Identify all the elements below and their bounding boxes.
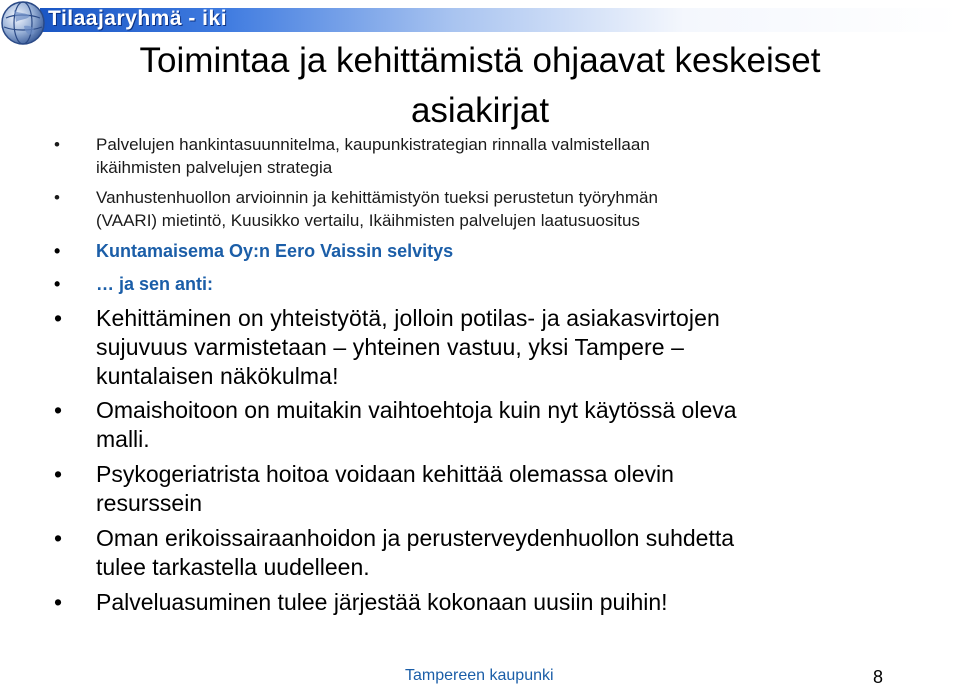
- bullet-line: Vanhustenhuollon arvioinnin ja kehittämistyön tueksi perustetun työryhmän: [96, 188, 658, 207]
- bullet-line: Kuntamaisema Oy:n Eero Vaissin selvitys: [96, 241, 454, 261]
- bullet-line: … ja sen anti:: [96, 274, 214, 294]
- bullet-item-highlight: [96, 272, 866, 297]
- bullet-line: Palveluasuminen tulee järjestää kokonaan uusiin puihin!: [96, 589, 668, 615]
- bullet-line: (VAARI) mietintö, Kuusikko vertailu, Ikäihmisten palvelujen laatusuositus: [96, 211, 640, 230]
- bullet-item: [96, 186, 866, 232]
- bullet-item-highlight: [96, 239, 866, 264]
- header-banner: [0, 0, 960, 40]
- bullet-item: [96, 304, 866, 391]
- bullet-item: [96, 133, 866, 179]
- bullet-line: ikäihmisten palvelujen strategia: [96, 158, 333, 177]
- bullet-line: Kehittäminen on yhteistyötä, jolloin potilas- ja asiakasvirtojen: [96, 305, 720, 331]
- bullet-line: Psykogeriatrista hoitoa voidaan kehittää olemassa olevin: [96, 461, 674, 487]
- banner-title: Tilaajaryhmä - iki: [48, 7, 228, 30]
- bullet-line: kuntalaisen näkökulma!: [96, 363, 339, 389]
- bullet-item: [96, 588, 866, 617]
- page-number: 8: [873, 667, 884, 687]
- slide-title-line-1: Toimintaa ja kehittämistä ohjaavat keskeiset: [139, 41, 821, 80]
- bullet-line: Omaishoitoon on muitakin vaihtoehtoja kuin nyt käytössä oleva: [96, 397, 737, 423]
- bullet-line: malli.: [96, 426, 150, 452]
- bullet-item: [96, 524, 866, 582]
- bullet-item: [96, 460, 866, 518]
- bullet-line: sujuvuus varmistetaan – yhteinen vastuu, yksi Tampere –: [96, 334, 685, 360]
- bullet-line: Palvelujen hankintasuunnitelma, kaupunkistrategian rinnalla valmistellaan: [96, 135, 650, 154]
- bullet-item: [96, 396, 866, 454]
- bullet-line: Oman erikoissairaanhoidon ja perusterveydenhuollon suhdetta: [96, 525, 735, 551]
- slide-title: [0, 36, 960, 136]
- footer-organization: Tampereen kaupunki: [405, 667, 554, 684]
- slide-title-line-2: asiakirjat: [410, 91, 550, 130]
- bullet-line: resurssein: [96, 490, 203, 516]
- bullet-line: tulee tarkastella uudelleen.: [96, 554, 370, 580]
